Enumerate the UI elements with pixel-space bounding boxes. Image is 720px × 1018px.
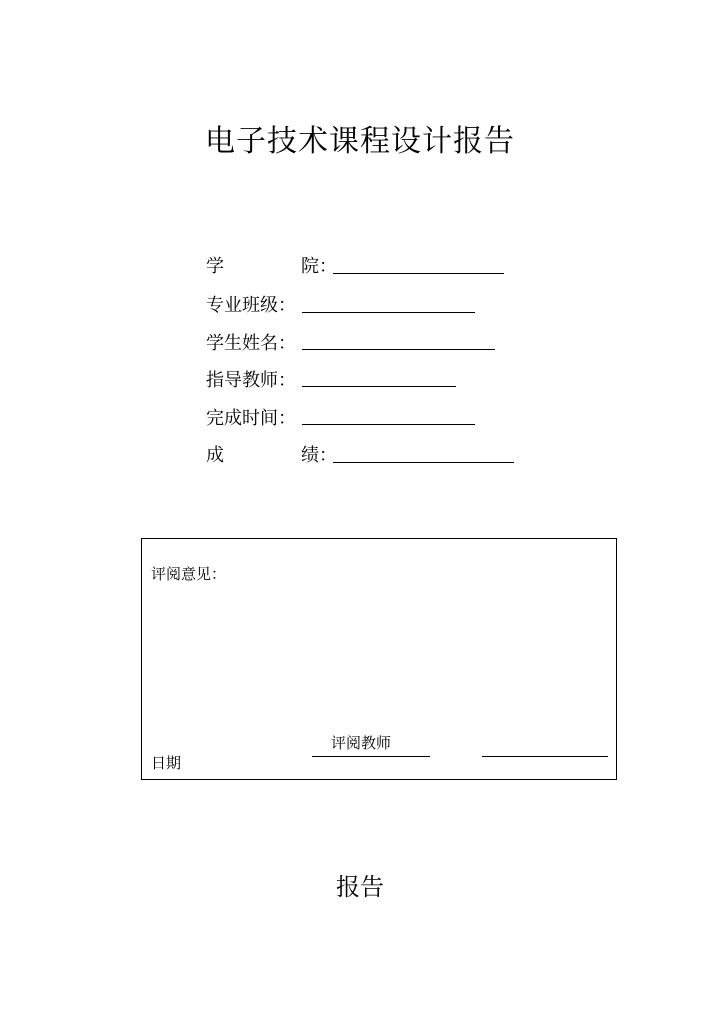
- field-completion-time-label: 完成时间：: [206, 408, 296, 429]
- field-student-name-label: 学生姓名：: [206, 333, 296, 354]
- review-date-line[interactable]: [482, 756, 608, 757]
- field-grade-line[interactable]: [333, 462, 514, 463]
- field-college-label-part1: 学: [206, 256, 224, 277]
- field-advisor-label: 指导教师：: [206, 370, 296, 391]
- document-title: 电子技术课程设计报告: [205, 124, 515, 159]
- field-college-label-part2: 院：: [301, 256, 337, 277]
- report-heading: 报告: [336, 873, 384, 901]
- field-student-name-line[interactable]: [302, 349, 495, 350]
- review-date-label: 日期: [151, 754, 182, 772]
- review-box: [141, 538, 617, 780]
- review-comments-label: 评阅意见：: [151, 565, 227, 583]
- reviewer-label: 评阅教师: [331, 734, 392, 752]
- field-major-class-label: 专业班级：: [206, 295, 296, 316]
- field-college-line[interactable]: [333, 273, 504, 274]
- field-advisor-line[interactable]: [302, 386, 456, 387]
- field-grade-label-part1: 成: [206, 445, 224, 466]
- field-major-class-line[interactable]: [302, 312, 475, 313]
- reviewer-signature-line[interactable]: [312, 756, 430, 757]
- field-grade-label-part2: 绩：: [301, 445, 337, 466]
- field-completion-time-line[interactable]: [302, 424, 475, 425]
